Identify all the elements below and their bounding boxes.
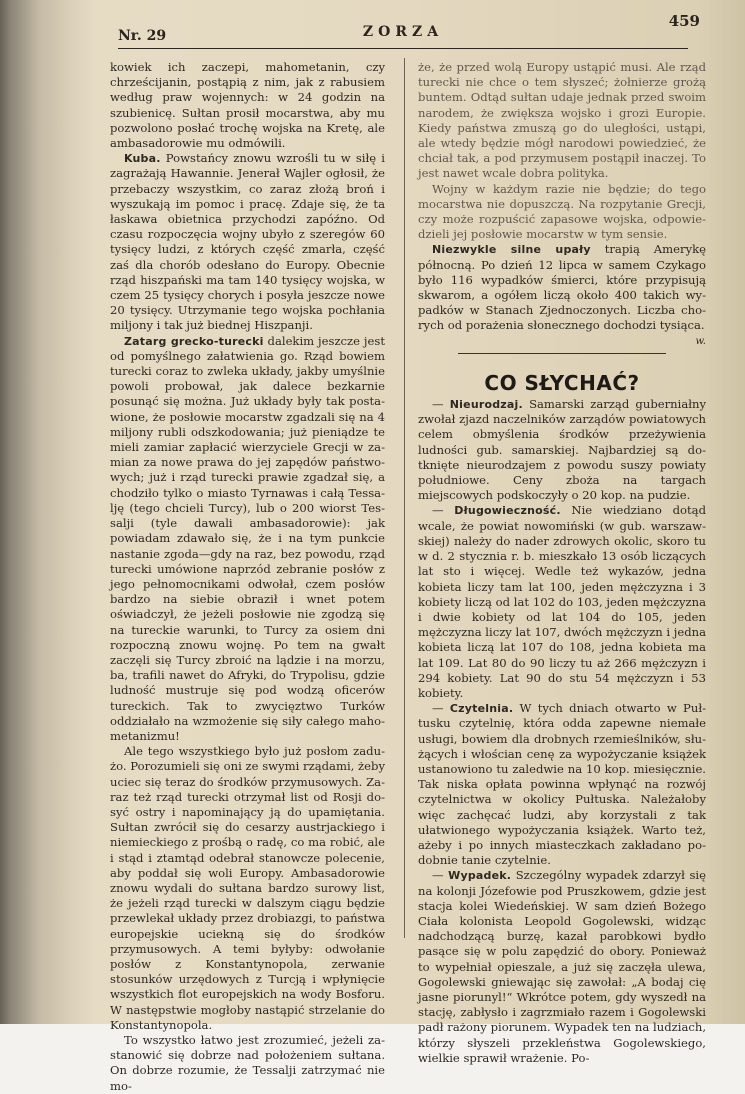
- page-header: [118, 12, 700, 49]
- binding-shadow: [0, 0, 95, 1024]
- article-zatarg: [110, 334, 385, 744]
- article-czytelnia: — Czytelnia. W tych dniach otwarto w Pułtusku czytelnię, która odda zapewne niemałe usługi, bowiem dla drobnych rzemieślników, służących i włościan cenę za wypożyczanie książek ustanowiono tu zaledwie na 10 kop. miesięcznie. Tak niska opłata powinna wpłynąć na rozwój czytelnictwa w okolicy Pułtuska. Należałoby więc zachęcać ludzi, aby korzystali z tak ułatwionego wypożyczania książek. Warto też, ażeby i po innych miasteczkach zakładano podobnie tanie czytelnie.: [418, 701, 707, 868]
- rubric-heading: Nieurodzaj.: [449, 398, 523, 412]
- article-paragraph: że, że przed wolą Europy ustąpić musi. Ale rząd turecki nie chce o tem słyszeć; żołnierze grożą buntem. Odtąd sułtan udaje jednak przed swoim narodem, że zwiększa wojsko i grozi Europie. Kiedy państwa zmuszą go do uległości, ustąpi, ale wtedy będzie mógł narodowi powiedzieć, że chciał tak, a pod przymusem postąpił inaczej. To jest nawet wcale dobra polityka.: [418, 60, 706, 181]
- author-signature: w.: [695, 335, 706, 347]
- left-column: [110, 60, 385, 1093]
- right-column: [418, 60, 707, 1065]
- section-title: CO SŁYCHAĆ?: [484, 370, 640, 395]
- section-rule: [458, 353, 666, 354]
- article-text: Samarski zarząd guberniałny zwołał zjazd naczelników zarządów powiatowych celem obmyślenia środków przeżywienia ludności gub. samarskiej. Najbardziej są dotknięte nieurodzajem z powodu suszy powiaty południowe. Ceny zboża na targach miejscowych podskoczyły o 20 kop. na pudzie.: [418, 397, 707, 503]
- rubric-heading: Czytelnia.: [449, 702, 514, 716]
- article-text: Powstańcy znowu wzrośli tu w siłę i zagrażają Hawannie. Jenerał Wajler ogłosił, że przebaczy wszystkim, co zaraz złożą broń i wyszukają im pomoc i pracę. Zdaje się, że ta łaskawa obietnica przychodzi zapóźno. Od czasu rozpoczęcia wojny ubyło z szeregów 60 tysięcy ludzi, z których część zmarła, część zaś dla chorób odesłano do Europy. Obecnie rząd hiszpański ma tam 140 tysięcy wojska, w czem 25 tysięcy chorych i posyła jeszcze nowe 20 tysięcy. Utrzymanie tego wojska pochłania miljony i tak już biednej Hiszpanji.: [110, 151, 385, 333]
- column-divider: [404, 58, 405, 938]
- article-text: W tych dniach otwarto w Pułtusku czytelnię, która odda zapewne niemałe usługi, bowiem dla drobnych rzemieślników, służących i włościan cenę za wypożyczanie książek ustanowiono tu zaledwie na 10 kop. miesięcznie. Tak niska opłata powinna wpłynąć na rozwój czytelnictwa w okolicy Pułtuska. Należałoby więc zachęcać ludzi, aby korzystali z tak ułatwionego wypożyczania książek. Warto też, ażeby i po innych miasteczkach zakładano podobnie tanie czytelnie.: [418, 701, 707, 868]
- issue-number: Nr. 29: [118, 28, 167, 44]
- rubric-heading: Długowieczność.: [454, 504, 561, 518]
- article-text: Szczególny wypadek zdarzył się na kolonji Józefowie pod Pruszkowem, gdzie jest stacja kolei Wiedeńskiej. W sam dzień Bożego Ciała kolonista Leopold Gogolewski, widząc nadchodzącą burzę, kazał parobkowi bydło pasące się w polu zapędzić do obory. Ponieważ to wypełniał opieszale, a już się zaczęła ulewa, Gogolewski gniewając się zawołał: „A bodaj cię jasne piorunyl!“ Wkrótce potem, gdy wyszedł na stację, zabłysło i zagrzmiało razem i Gogolewski padł rażony piorunem. Wypadek ten na ludziach, którzy słyszeli przekleństwa Gogolewskiego, wielkie sprawił wrażenie. Po-: [418, 868, 707, 1065]
- rubric-heading: Zatarg grecko-turecki: [124, 334, 264, 348]
- article-kuba: [110, 151, 385, 333]
- rubric-heading: Niezwykle silne upały: [432, 243, 591, 257]
- article-paragraph: Ale tego wszystkiego było już posłom zadużo. Porozumieli się oni ze swymi rządami, żeby uciec się teraz do środków przymusowych. Zaraz też rząd turecki otrzymał list od Rosji dosyć ostry i napominający ją do upamiętania. Sułtan zwrócił się do cesarzy austrjackiego i niemieckiego z prośbą o radę, co ma robić, ale i stąd i ztamtąd odebrał stanowcze polecenie, aby poddał się woli Europy. Ambasadorowie znowu wydali do sułtana bardzo surowy list, że jeżeli rząd turecki w dalszym ciągu będzie przewlekał układy przez drobiazgi, to państwa europejskie uciekną się do środków przymusowych. A temi byłyby: odwołanie posłów z Konstantynopola, zerwanie stosunków urzędowych z Turcją i wpłynięcie wszystkich flot europejskich na wody Bosforu. W następstwie mogłoby nastąpić strzelanie do Konstantynopola.: [110, 744, 385, 1032]
- article-text: dalekim jeszcze jest od pomyślnego załatwienia go. Rząd bowiem turecki coraz to zwleka układy, jakby umyślnie powoli probował, jak dalece bezkarnie posunąć się można. Już układy były tak postawione, że posłowie mocarstw zgadzali się na 4 miljony rubli odszkodowania; już pieniądze te mieli zamiar zapłacić wierzyciele Grecji w zamian za nowe prawa do jej zapędów państwowych; już i rząd turecki prawie zgadzał się, a chodziło tylko o miasto Tyrnawas i całą Tessalję (tego chcieli Turcy), lub o 200 wiorst Tessalji (tyle dawali ambasadorowie): jak powiadam zdawało się, że i na tym punkcie nastanie zgoda—gdy na raz, bez powodu, rząd turecki umówione naprzód zebranie posłów z jego pełnomocnikami odwołał, czem posłów bardzo na siebie obraził i wnet potem oświadczył, że jeżeli posłowie nie zgodzą się na tureckie warunki, to Turcy za osiem dni rozpoczną znowu wojnę. Po tem na gwałt zaczęli się Turcy zbroić na lądzie i na morzu, ba, trafili nawet do Afryki, do Trypolisu, gdzie ludność mustruje się pod wodzą oficerów tureckich. Tak to zwycięztwo Turków oddziałało na wzmożenie się siły całego mahometanizmu!: [110, 333, 385, 743]
- article-paragraph: To wszystko łatwo jest zrozumieć, jeżeli zastanowić się dobrze nad położeniem sułtana. On dobrze rozumie, że Tessalji zatrzymać nie mo-: [110, 1033, 385, 1093]
- newspaper-title: ZORZA: [362, 24, 444, 40]
- article-nieurodzaj: — Nieurodzaj. Samarski zarząd guberniałny zwołał zjazd naczelników zarządów powiatowych celem obmyślenia środków przeżywienia ludności gub. samarskiej. Najbardziej są dotknięte nieurodzajem z powodu suszy powiaty południowe. Ceny zboża na targach miejscowych podskoczyły o 20 kop. na pudzie.: [418, 397, 707, 503]
- rubric-heading: Kuba.: [124, 152, 161, 166]
- article-paragraph: kowiek ich zaczepi, mahometanin, czy chrześcijanin, postąpią z nim, jak z rabusiem według praw wojennych: w 24 godzin na szubienicę. Sułtan prosił mocarstwa, aby mu pozwolono posłać trochę wojska na Kretę, ale ambasadorowie mu odmówili.: [110, 60, 385, 151]
- article-text: trapią Amerykę północną. Po dzień 12 lipca w samem Czykago było 116 wypadków śmierci, które przypisują skwarom, a ogółem liczą około 400 takich wypadków w Stanach Zjednoczonych. Liczba chorych od porażenia słonecznego dochodzi tysiąca.: [418, 242, 707, 333]
- article-dlugowiecznosc: — Długowieczność. Nie wiedziano dotąd wcale, że powiat nowomiński (w gub. warszawskiej) należy do nader zdrowych okolic, skoro tu w d. 2 stycznia r. b. mieszkało 13 osób liczących lat sto i więcej. Wedle też wykazów, jedna kobieta liczy tam lat 100, jeden mężczyzna i 3 kobiety liczą od lat 102 do 103, jeden mężczyzna i dwie kobiety od lat 104 do 105, jeden mężczyzna liczy lat 107, dwóch mężczyzn i jedna kobieta liczą lat 107 do 108, jedna kobieta ma lat 109. Lat 80 do 90 liczy tu aż 266 mężczyzn i 294 kobiety. Lat 90 do stu 54 mężczyzn i 53 kobiety.: [418, 503, 706, 700]
- article-paragraph: Wojny w każdym razie nie będzie; do tego mocarstwa nie dopuszczą. Na rozpytanie Grecji, czy może rozpuścić zapasowe wojska, odpowiedzieli jej posłowie mocarstw w tym sensie.: [418, 181, 706, 242]
- rubric-heading: Wypadek.: [448, 869, 512, 883]
- article-upaly: [418, 242, 706, 333]
- page-number: 459: [668, 12, 700, 30]
- article-wypadek: — Wypadek. Szczególny wypadek zdarzył się na kolonji Józefowie pod Pruszkowem, gdzie jest stacja kolei Wiedeńskiej. W sam dzień Bożego Ciała kolonista Leopold Gogolewski, widząc nadchodzącą burzę, kazał parobkowi bydło pasące się w polu zapędzić do obory. Ponieważ to wypełniał opieszale, a już się zaczęła ulewa, Gogolewski gniewając się zawołał: „A bodaj cię jasne piorunyl!“ Wkrótce potem, gdy wyszedł na stację, zabłysło i zagrzmiało razem i Gogolewski padł rażony piorunem. Wypadek ten na ludziach, którzy słyszeli przekleństwa Gogolewskiego, wielkie sprawił wrażenie. Po-: [418, 868, 707, 1065]
- article-text: Nie wiedziano dotąd wcale, że powiat nowomiński (w gub. warszawskiej) należy do nader zdrowych okolic, skoro tu w d. 2 stycznia r. b. mieszkało 13 osób liczących lat sto i więcej. Wedle też wykazów, jedna kobieta liczy tam lat 100, jeden mężczyzna i 3 kobiety liczą od lat 102 do 103, jeden mężczyzna i dwie kobiety od lat 104 do 105, jeden mężczyzna liczy lat 107, dwóch mężczyzn i jedna kobieta liczą lat 107 do 108, jedna kobieta ma lat 109. Lat 80 do 90 liczy tu aż 266 mężczyzn i 294 kobiety. Lat 90 do stu 54 mężczyzn i 53 kobiety.: [418, 503, 706, 700]
